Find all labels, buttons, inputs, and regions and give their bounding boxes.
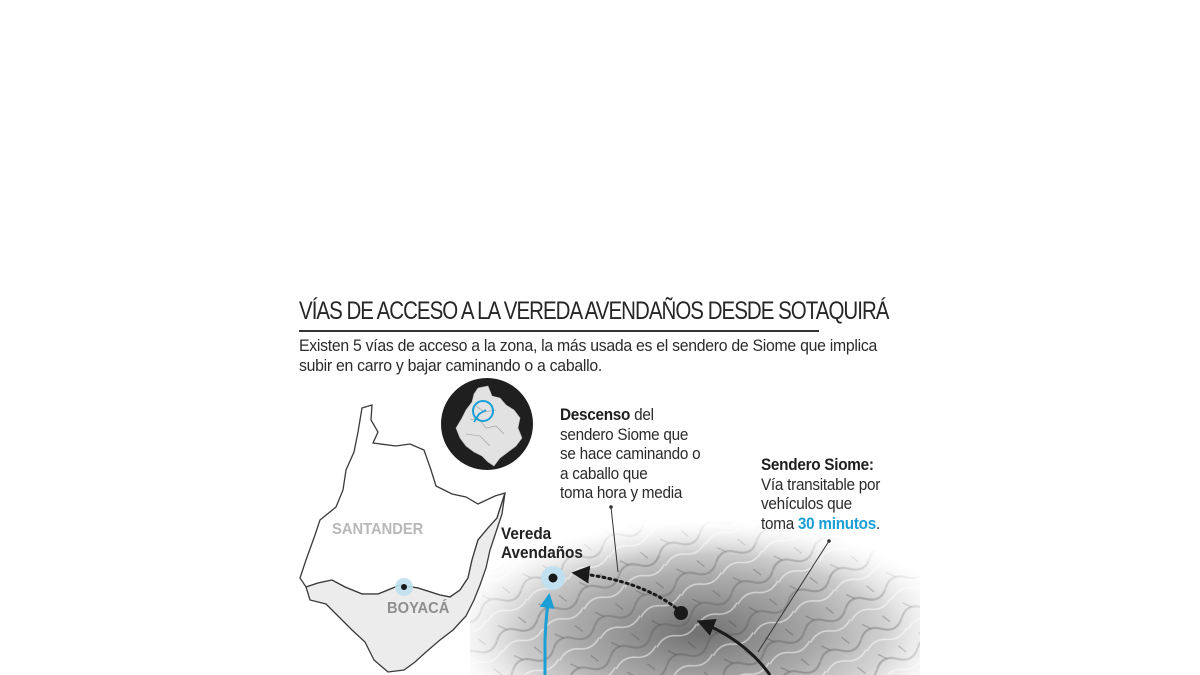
label-boyaca: BOYACÁ (387, 600, 450, 617)
sendero-line4-suffix: . (876, 513, 880, 533)
colombia-locator (441, 378, 533, 470)
descenso-line5: toma hora y media (560, 483, 683, 502)
descenso-rest: del (630, 405, 654, 424)
descenso-line4: a caballo que (560, 463, 648, 483)
infographic-title: VÍAS DE ACCESO A LA VEREDA AVENDAÑOS DESDE SOTAQUIRÁ (299, 297, 889, 325)
annotation-sendero-siome (761, 455, 880, 533)
sendero-bold: Sendero Siome: (761, 455, 874, 474)
label-vereda-line1: Vereda (501, 524, 552, 543)
descenso-line3: se hace caminando o (560, 444, 701, 463)
location-dot (401, 584, 407, 590)
trail-junction-dot (674, 606, 688, 620)
sendero-line2: Vía transitable por (761, 474, 881, 494)
annotation-descenso (560, 405, 700, 503)
sendero-line4-prefix: toma (761, 513, 798, 533)
sendero-duration-highlight: 30 minutos (797, 513, 877, 533)
label-santander: SANTANDER (332, 521, 424, 538)
descenso-line2: sendero Siome que (560, 424, 689, 444)
sendero-line3: vehículos que (761, 494, 852, 513)
label-vereda-line2: Avendaños (501, 543, 583, 562)
descenso-bold: Descenso (560, 405, 631, 424)
infographic-subtitle: Existen 5 vías de acceso a la zona, la más usada es el sendero de Siome que implica subir en carro y bajar caminando o a caballo. (299, 336, 877, 375)
label-vereda-avendanos (501, 524, 583, 562)
vereda-dot (549, 574, 558, 583)
